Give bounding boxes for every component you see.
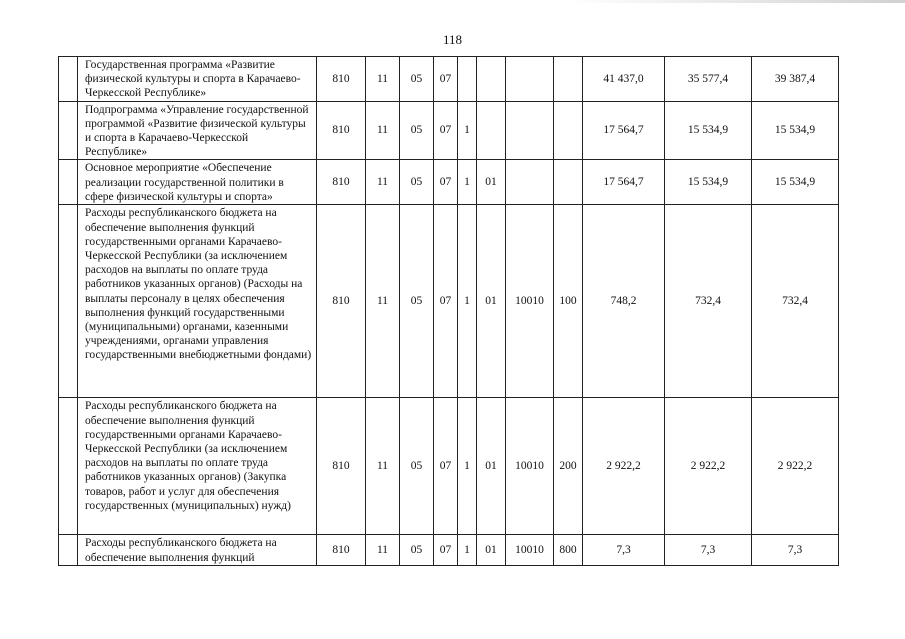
cell-subprogram: 1: [458, 398, 477, 535]
cell-section: 11: [366, 160, 400, 205]
cell-program: 07: [434, 535, 458, 566]
cell-year-1: 17 564,7: [583, 101, 665, 160]
table-row: [59, 205, 839, 398]
cell-program: 07: [434, 101, 458, 160]
cell-year-2: 35 577,4: [665, 57, 752, 102]
cell-section: 11: [366, 398, 400, 535]
cell-year-1: 7,3: [583, 535, 665, 566]
cell-year-1: 748,2: [583, 205, 665, 398]
cell-event: 01: [477, 398, 506, 535]
cell-year-3: 732,4: [752, 205, 839, 398]
cell-year-3: 39 387,4: [752, 57, 839, 102]
cell-expense-type: [554, 101, 583, 160]
row-number-cell: [59, 205, 78, 398]
cell-expense-type: 100: [554, 205, 583, 398]
cell-subprogram: 1: [458, 160, 477, 205]
cell-event: [477, 101, 506, 160]
cell-description: Расходы республиканского бюджета на обеспечение выполнения функций государственными органами Карачаево-Черкесской Республики (за исключением расходов на выплаты по оплате труда работников указанных органов) (Закупка товаров, работ и услуг для обеспечения государственных (муниципальных) нужд): [78, 398, 317, 535]
cell-ministry: 810: [317, 101, 366, 160]
row-number-cell: [59, 57, 78, 102]
cell-year-2: 7,3: [665, 535, 752, 566]
cell-description: Расходы республиканского бюджета на обеспечение выполнения функций государственными органами Карачаево-Черкесской Республики (за исключением расходов на выплаты по оплате труда работников указанных органов) (Расходы на выплаты персоналу в целях обеспечения выполнения функций государственными (муниципальными) органами, казенными учреждениями, органами управления государственными внебюджетными фондами): [78, 205, 317, 398]
cell-subprogram: [458, 57, 477, 102]
cell-ministry: 810: [317, 398, 366, 535]
cell-year-3: 7,3: [752, 535, 839, 566]
cell-event: 01: [477, 205, 506, 398]
cell-event: 01: [477, 535, 506, 566]
cell-section: 11: [366, 57, 400, 102]
cell-year-1: 17 564,7: [583, 160, 665, 205]
cell-subsection: 05: [400, 398, 434, 535]
page-number: 118: [442, 32, 463, 47]
cell-section: 11: [366, 205, 400, 398]
cell-year-2: 15 534,9: [665, 101, 752, 160]
cell-expense-type: [554, 160, 583, 205]
cell-subsection: 05: [400, 57, 434, 102]
cell-direction: [506, 160, 554, 205]
cell-subsection: 05: [400, 535, 434, 566]
cell-year-3: 2 922,2: [752, 398, 839, 535]
cell-year-3: 15 534,9: [752, 101, 839, 160]
cell-direction: 10010: [506, 398, 554, 535]
table-row: [59, 160, 839, 205]
table-row: [59, 535, 839, 566]
cell-description: Подпрограмма «Управление государственной программой «Развитие физической культуры и спорта в Карачаево-Черкесской Республике»: [78, 101, 317, 160]
cell-direction: 10010: [506, 205, 554, 398]
row-number-cell: [59, 101, 78, 160]
cell-year-1: 2 922,2: [583, 398, 665, 535]
cell-year-3: 15 534,9: [752, 160, 839, 205]
cell-ministry: 810: [317, 535, 366, 566]
cell-subsection: 05: [400, 205, 434, 398]
cell-expense-type: 200: [554, 398, 583, 535]
cell-direction: [506, 57, 554, 102]
cell-ministry: 810: [317, 57, 366, 102]
cell-year-1: 41 437,0: [583, 57, 665, 102]
cell-section: 11: [366, 101, 400, 160]
cell-program: 07: [434, 57, 458, 102]
cell-expense-type: 800: [554, 535, 583, 566]
scan-edge-mark: [565, 0, 905, 3]
row-number-cell: [59, 535, 78, 566]
cell-description: Основное мероприятие «Обеспечение реализации государственной политики в сфере физической культуры и спорта»: [78, 160, 317, 205]
table-row: [59, 57, 839, 102]
table-row: [59, 101, 839, 160]
row-number-cell: [59, 160, 78, 205]
cell-direction: 10010: [506, 535, 554, 566]
cell-ministry: 810: [317, 205, 366, 398]
cell-description: Государственная программа «Развитие физической культуры и спорта в Карачаево-Черкесской Республике»: [78, 57, 317, 102]
cell-subprogram: 1: [458, 205, 477, 398]
cell-ministry: 810: [317, 160, 366, 205]
cell-year-2: 15 534,9: [665, 160, 752, 205]
cell-year-2: 2 922,2: [665, 398, 752, 535]
cell-program: 07: [434, 205, 458, 398]
cell-subprogram: 1: [458, 535, 477, 566]
cell-subprogram: 1: [458, 101, 477, 160]
table-body: [59, 57, 839, 566]
cell-section: 11: [366, 535, 400, 566]
cell-event: [477, 57, 506, 102]
cell-program: 07: [434, 398, 458, 535]
cell-year-2: 732,4: [665, 205, 752, 398]
cell-subsection: 05: [400, 101, 434, 160]
budget-table: [58, 56, 839, 566]
cell-expense-type: [554, 57, 583, 102]
cell-event: 01: [477, 160, 506, 205]
cell-program: 07: [434, 160, 458, 205]
cell-direction: [506, 101, 554, 160]
cell-subsection: 05: [400, 160, 434, 205]
row-number-cell: [59, 398, 78, 535]
table-row: [59, 398, 839, 535]
cell-description: Расходы республиканского бюджета на обеспечение выполнения функций: [78, 535, 317, 566]
